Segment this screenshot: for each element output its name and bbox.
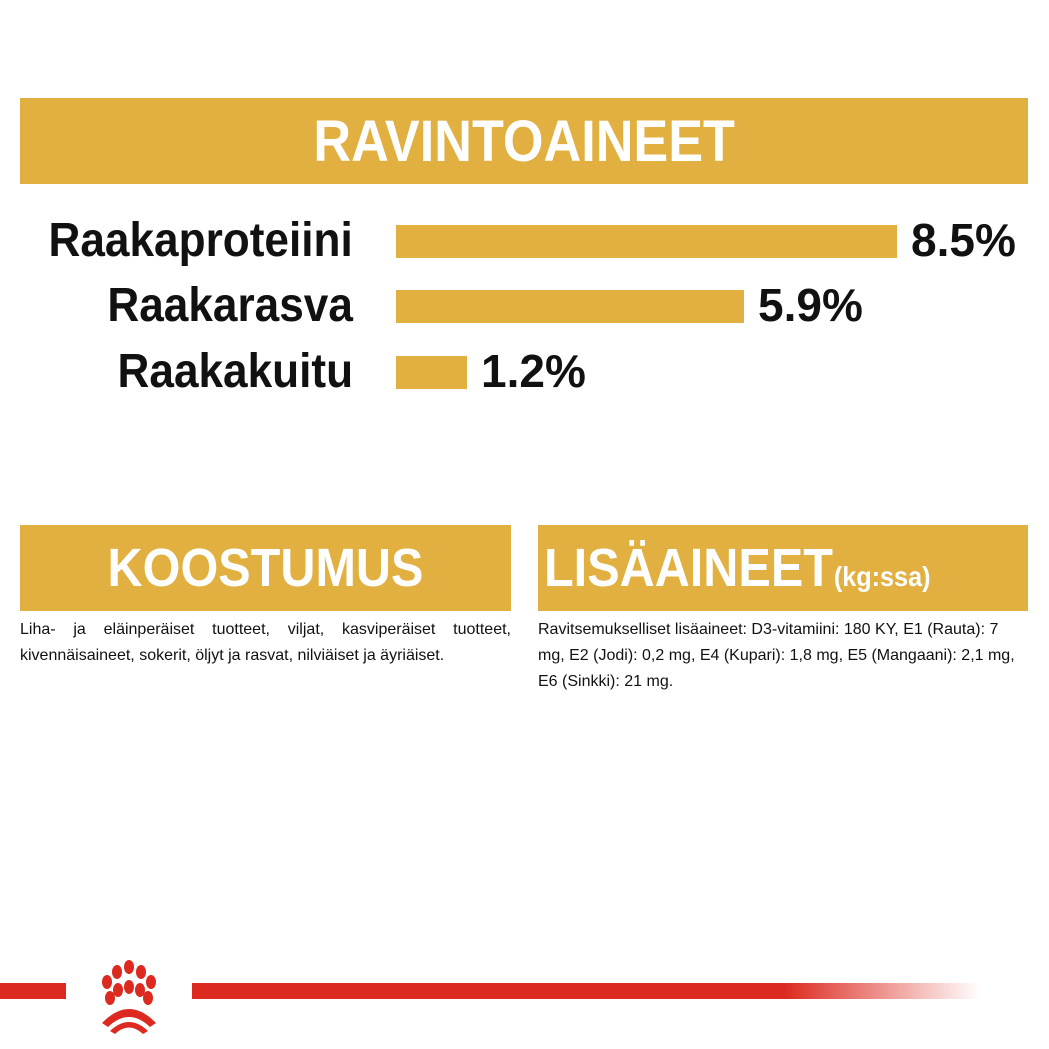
- nutrient-label: Raakarasva: [107, 279, 353, 332]
- additives-title: [544, 537, 930, 599]
- nutrient-row-protein: [0, 213, 1049, 273]
- composition-title: KOOSTUMUS: [107, 538, 424, 598]
- nutrient-row-fibre: [0, 344, 1049, 404]
- additives-text: Ravitsemukselliset lisäaineet: D3-vitamiini: 180 KY, E1 (Rauta): 7 mg, E2 (Jodi): 0,2 mg, E4 (Kupari): 1,8 mg, E5 (Mangaani): 2,1 mg, E6 (Sinkki): 21 mg.: [538, 621, 1015, 690]
- nutrient-bar: [396, 290, 744, 323]
- nutrient-bar: [396, 225, 897, 258]
- nutrient-row-fat: [0, 278, 1049, 338]
- nutrient-value: 1.2%: [481, 345, 586, 397]
- nutrient-label: Raakaproteiini: [48, 214, 353, 267]
- nutrient-bar: [396, 356, 467, 389]
- additives-subtitle: (kg:ssa): [833, 561, 931, 592]
- nutrients-title: RAVINTOAINEET: [313, 108, 735, 174]
- composition-text: Liha- ja eläinperäiset tuotteet, viljat, kasviperäiset tuotteet, kivennäisaineet, sokerit, öljyt ja rasvat, nilviäiset ja äyriäiset.: [20, 621, 511, 664]
- nutrients-header: [20, 98, 1028, 184]
- additives-title-text: LISÄAINEET: [544, 538, 833, 598]
- composition-header: [20, 525, 511, 611]
- additives-header: [538, 525, 1028, 611]
- royal-canin-crown-logo-icon: [66, 955, 192, 1035]
- nutrient-label: Raakakuitu: [117, 345, 353, 398]
- nutrient-value: 8.5%: [911, 214, 1016, 266]
- nutrient-value: 5.9%: [758, 279, 863, 331]
